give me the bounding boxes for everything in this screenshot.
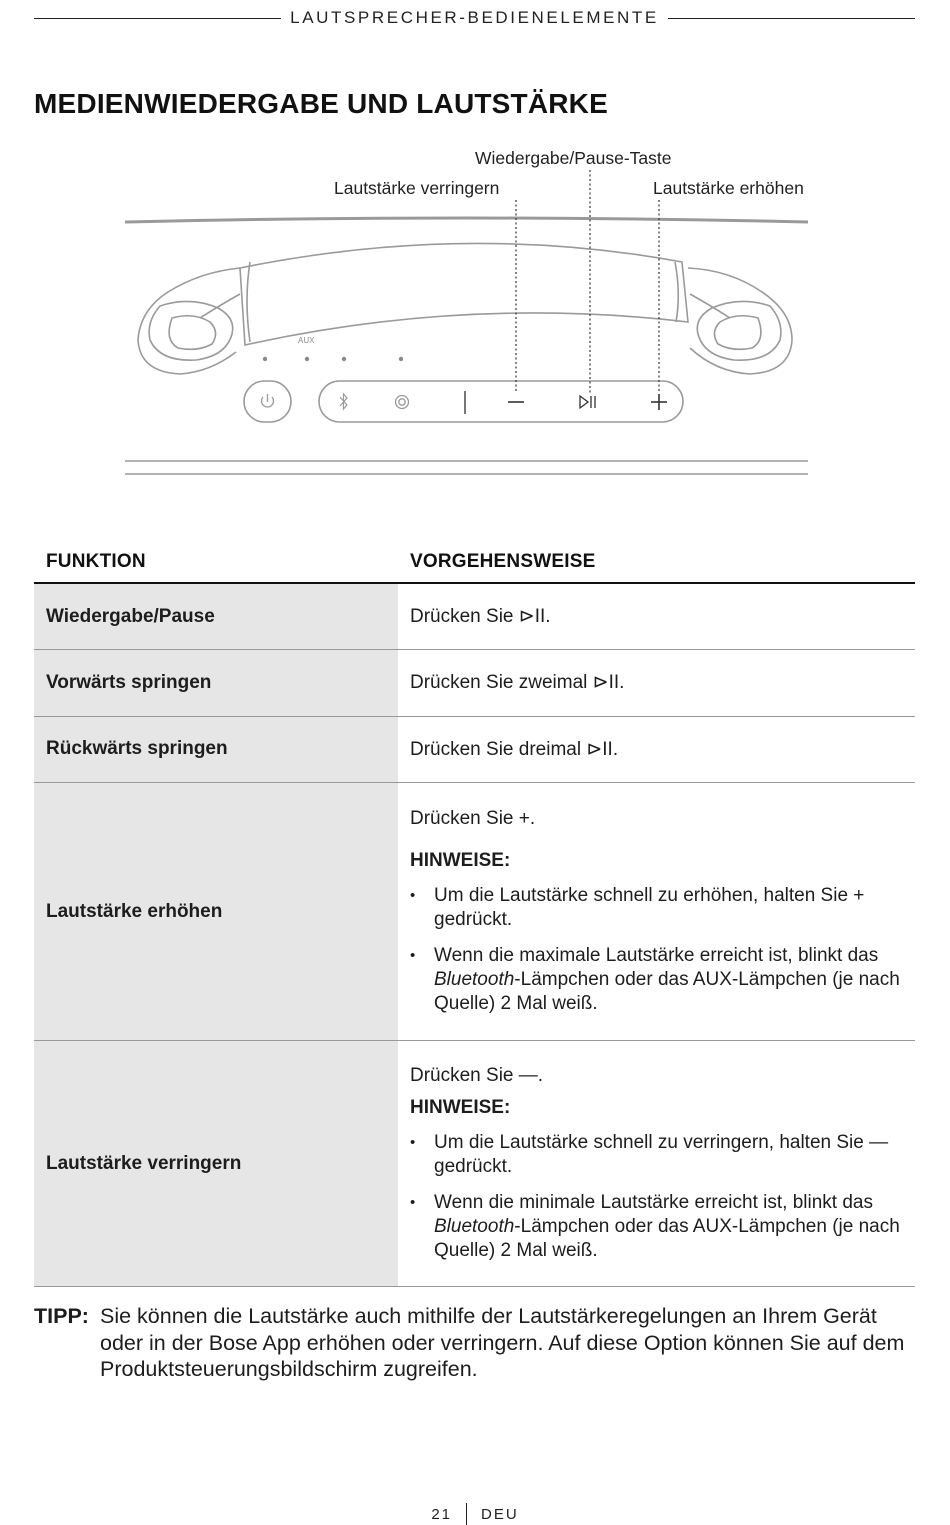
header-rule-right (668, 18, 915, 19)
row-function: Lautstärke erhöhen (34, 783, 398, 1041)
speaker-handle (240, 243, 688, 345)
left-strap-link (200, 294, 240, 318)
note-item: • Wenn die maximale Lautstärke erreicht ist, blinkt das Bluetooth-Lämpchen oder das AUX-Lämpchen (je nach Quelle) 2 Mal weiß. (410, 944, 903, 1016)
tip-label: TIPP: (34, 1304, 89, 1328)
table-row (34, 716, 915, 783)
speaker-top-edge (125, 218, 808, 222)
right-strap-outer (688, 268, 792, 374)
power-icon (262, 394, 274, 407)
page-number: 21 (431, 1505, 452, 1523)
right-strap-link (690, 294, 730, 318)
left-strap-loop (149, 301, 233, 360)
page-title: MEDIENWIEDERGABE UND LAUTSTÄRKE (34, 88, 608, 119)
callout-play-pause: Wiedergabe/Pause-Taste (475, 148, 672, 168)
bluetooth-icon (340, 394, 347, 409)
bluetooth-term: Bluetooth (434, 968, 515, 990)
callout-volume-up: Lautstärke erhöhen (653, 178, 804, 198)
right-strap-loop (697, 301, 781, 360)
header-rule-left (34, 18, 281, 19)
notes-title: HINWEISE: (410, 849, 511, 871)
table-header-row (34, 543, 915, 583)
page-footer (0, 1500, 950, 1525)
row-procedure-cell (398, 1041, 915, 1287)
section-header (34, 6, 915, 30)
table-row (34, 783, 915, 1041)
row-procedure-cell (398, 783, 915, 1041)
row-procedure: Drücken Sie zweimal ⊳II. (398, 650, 915, 717)
speaker-diagram (0, 140, 950, 490)
right-strap-inner (714, 316, 760, 350)
tip-text: Sie können die Lautstärke auch mithilfe der Lautstärkeregelungen an Ihrem Gerät oder in der Bose App erhöhen oder verringern. Auf diese Option können Sie auf dem Produktsteuerungsbildschirm zugreifen. (100, 1304, 905, 1381)
function-table (34, 543, 915, 1287)
row-function: Lautstärke verringern (34, 1041, 398, 1287)
table-row (34, 583, 915, 650)
table-row (34, 1041, 915, 1287)
note-item: • Wenn die minimale Lautstärke erreicht ist, blinkt das Bluetooth-Lämpchen oder das AUX-Lämpchen (je nach Quelle) 2 Mal weiß. (410, 1191, 903, 1263)
play-pause-icon (580, 396, 595, 408)
note-item: • Um die Lautstärke schnell zu erhöhen, halten Sie + gedrückt. (410, 884, 903, 932)
notes-list (410, 1131, 903, 1263)
bluetooth-term: Bluetooth (434, 1215, 515, 1237)
language-code: DEU (481, 1505, 519, 1523)
control-strip (319, 381, 683, 422)
row-procedure: Drücken Sie +. (410, 807, 536, 829)
row-function: Wiedergabe/Pause (34, 583, 398, 650)
indicator-lights (263, 357, 403, 361)
left-strap-outer (138, 268, 240, 374)
row-function: Vorwärts springen (34, 650, 398, 717)
tip-box (34, 1303, 914, 1383)
row-procedure: Drücken Sie ⊳II. (398, 583, 915, 650)
note-item: • Um die Lautstärke schnell zu verringern, halten Sie — gedrückt. (410, 1131, 903, 1179)
header-procedure: VORGEHENSWEISE (398, 543, 915, 583)
callout-volume-down: Lautstärke verringern (334, 178, 500, 198)
notes-title: HINWEISE: (410, 1096, 511, 1118)
footer-separator (466, 1503, 467, 1525)
aux-label: AUX (298, 336, 315, 345)
row-procedure: Drücken Sie dreimal ⊳II. (398, 716, 915, 783)
table-row (34, 650, 915, 717)
left-strap-inner (169, 316, 215, 350)
volume-up-icon (651, 394, 667, 410)
header-function: FUNKTION (34, 543, 398, 583)
notes-list (410, 884, 903, 1016)
action-icon (396, 396, 409, 409)
section-title: LAUTSPRECHER-BEDIENELEMENTE (290, 8, 659, 27)
row-function: Rückwärts springen (34, 716, 398, 783)
row-procedure: Drücken Sie —. (410, 1064, 544, 1086)
